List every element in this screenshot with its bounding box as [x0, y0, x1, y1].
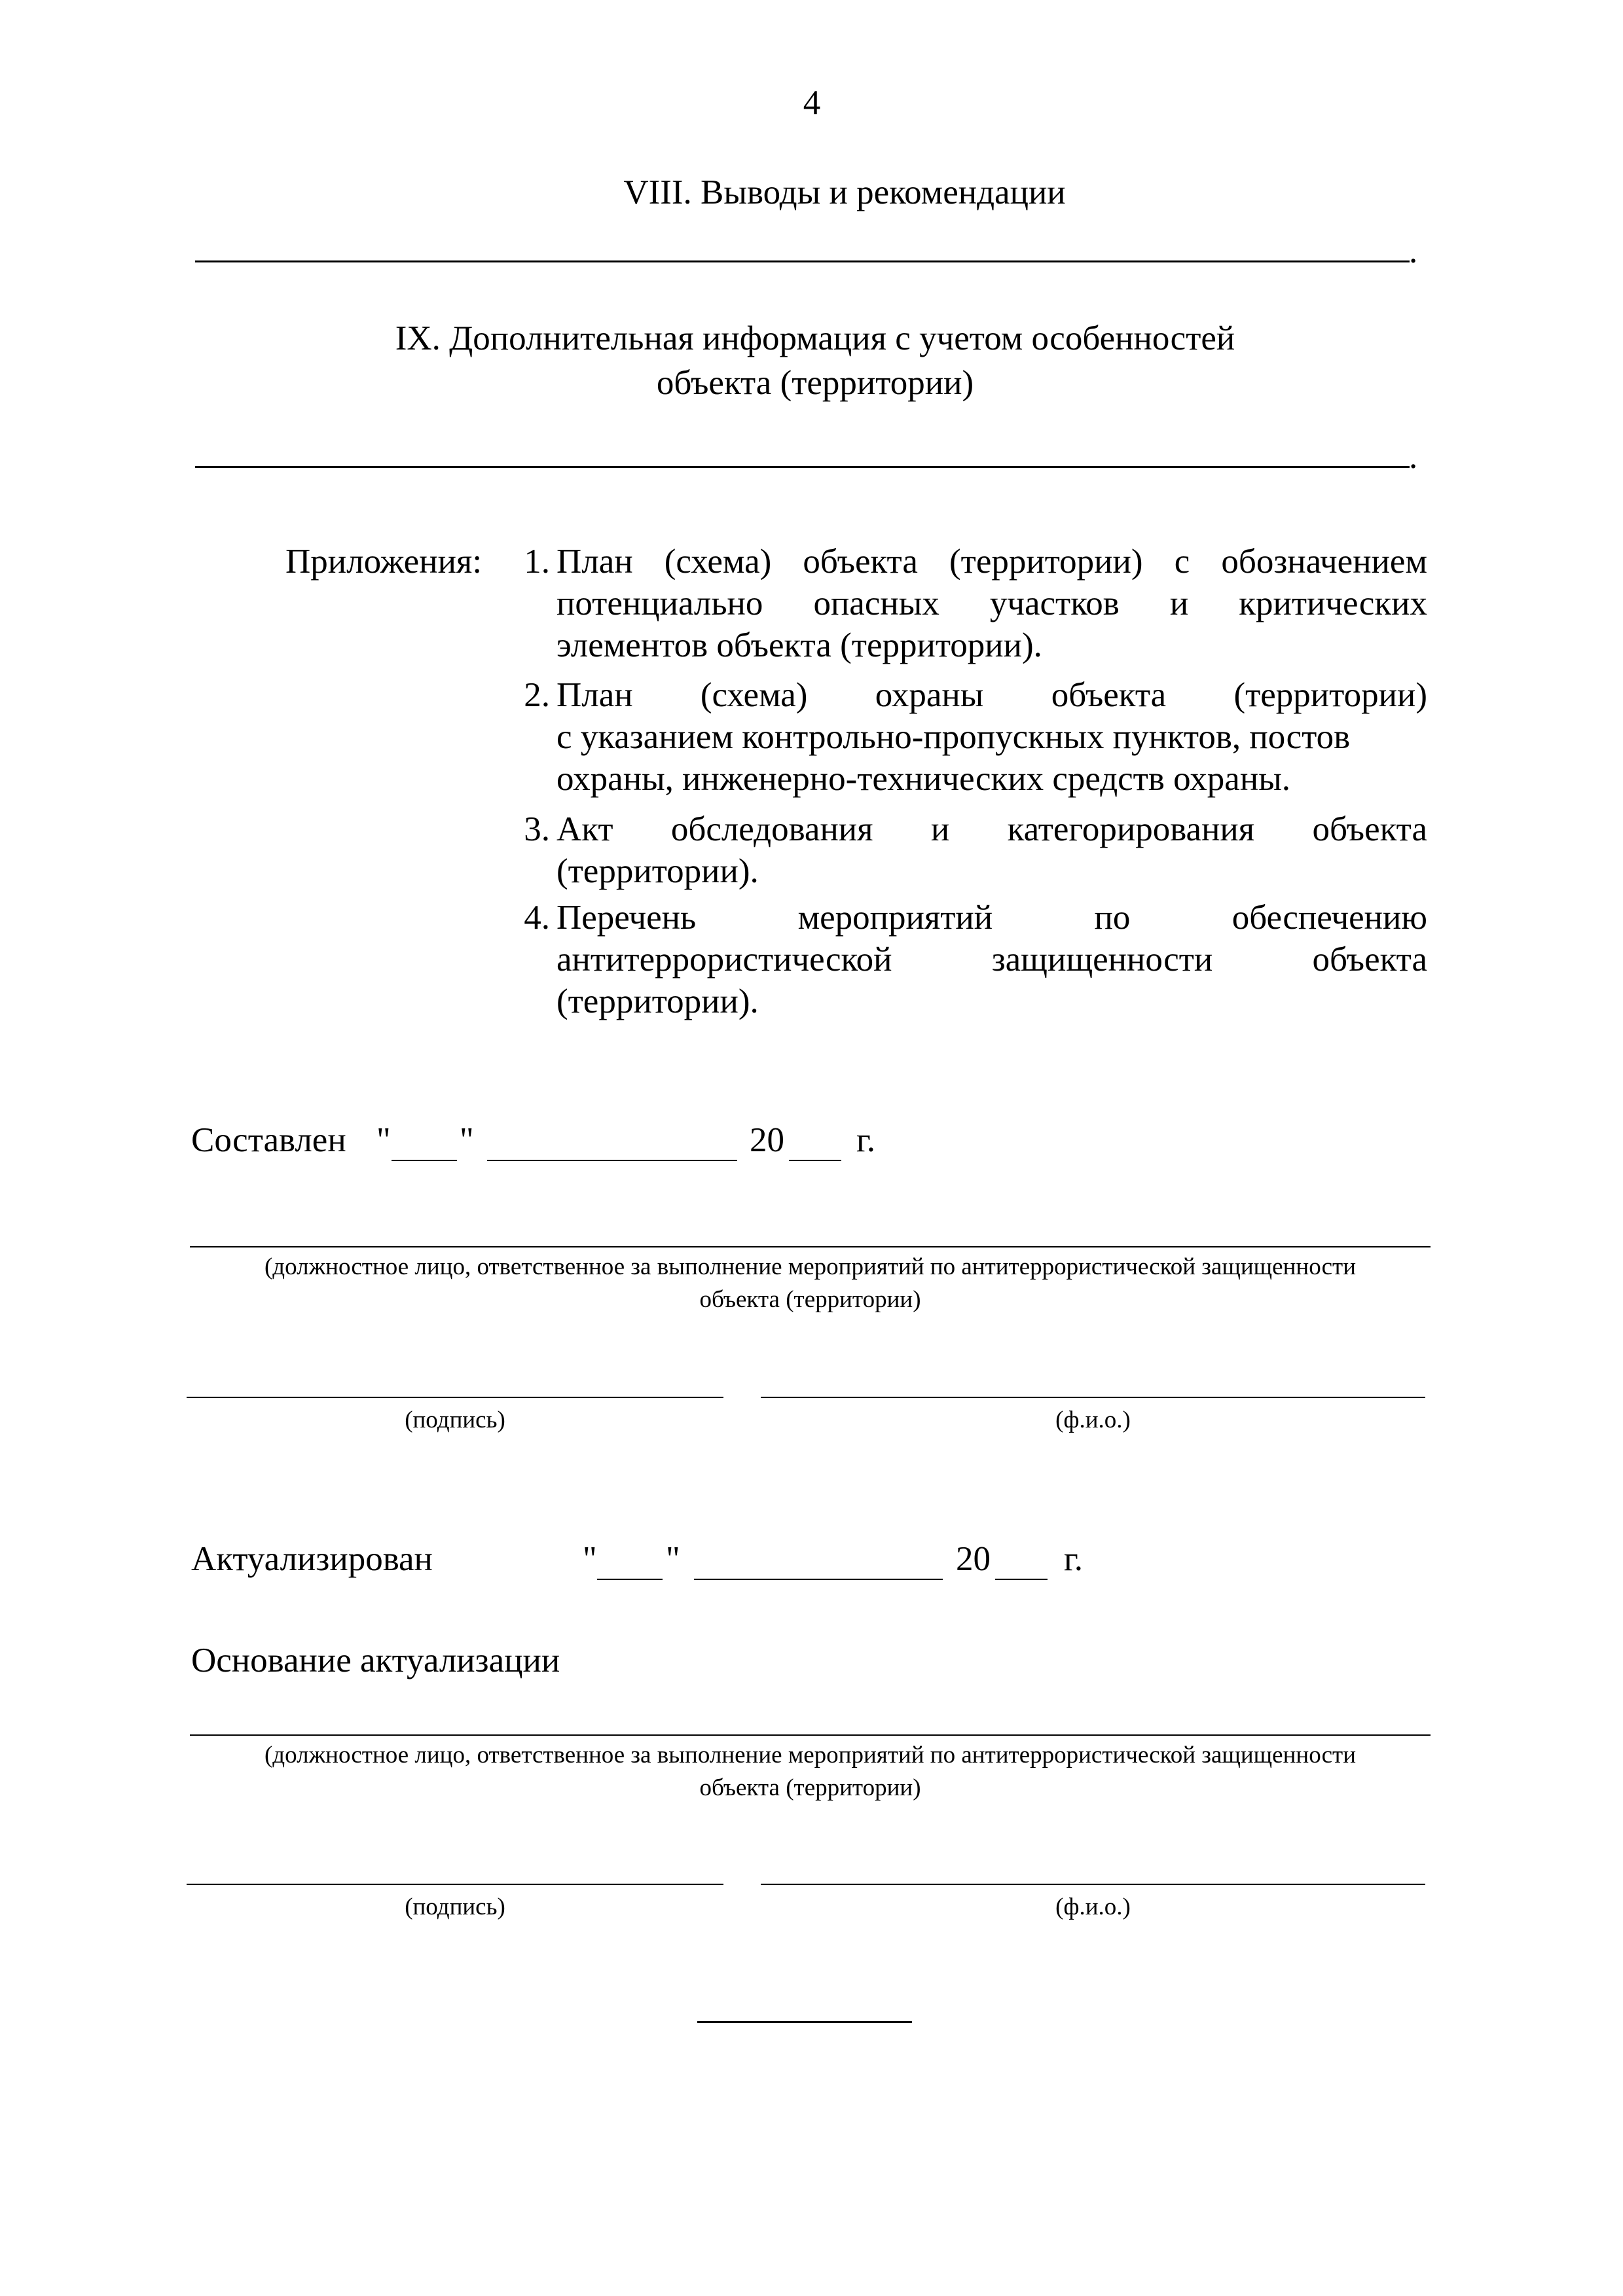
update-basis-label: Основание актуализации [191, 1641, 560, 1679]
closing-separator [697, 2021, 912, 2023]
signature-2-label: (подпись) [405, 1893, 505, 1920]
official-2-caption-line2: объекта (территории) [699, 1774, 921, 1801]
signature-1-line [187, 1397, 723, 1398]
section-9-title-line2: объекта (территории) [656, 364, 974, 402]
name-2-label: (ф.и.о.) [1055, 1893, 1131, 1920]
appendix-text [556, 541, 1427, 666]
appendix-line: План (схема) охраны объекта (территории) [556, 676, 1427, 714]
official-2-line [190, 1734, 1431, 1736]
appendix-text [556, 808, 1427, 892]
updated-label: Актуализирован [191, 1540, 433, 1578]
appendix-number: 4. [524, 899, 550, 937]
appendix-line: Перечень мероприятий по обеспечению [556, 899, 1427, 937]
updated-year-prefix: 20 [956, 1540, 991, 1578]
section-8-fill-line [195, 260, 1410, 262]
appendix-number: 3. [524, 810, 550, 848]
updated-year-blank [995, 1579, 1048, 1580]
updated-quote-close: " [666, 1540, 680, 1578]
appendix-text [556, 897, 1427, 1022]
section-8-end-mark: . [1409, 232, 1418, 270]
page-number: 4 [803, 84, 821, 122]
section-8-title: VIII. Выводы и рекомендации [623, 173, 1066, 211]
appendix-line: Акт обследования и категорирования объекта [556, 810, 1427, 848]
section-9-title-line1: IX. Дополнительная информация с учетом особенностей [395, 319, 1235, 357]
compiled-year-prefix: 20 [750, 1121, 784, 1159]
official-1-caption-line1: (должностное лицо, ответственное за выполнение мероприятий по антитеррористической защищенности [264, 1253, 1357, 1280]
compiled-month-blank [487, 1160, 737, 1161]
updated-day-blank [597, 1579, 663, 1580]
appendix-line: План (схема) объекта (территории) с обозначением [556, 543, 1427, 581]
appendix-line: элементов объекта (территории). [556, 626, 1042, 664]
section-9-end-mark: . [1409, 438, 1418, 476]
signature-1-label: (подпись) [405, 1407, 505, 1433]
official-1-line [190, 1246, 1431, 1247]
appendices-label: Приложения: [285, 543, 483, 581]
official-2-caption-line1: (должностное лицо, ответственное за выполнение мероприятий по антитеррористической защищенности [264, 1742, 1357, 1768]
compiled-quote-open: " [376, 1121, 391, 1159]
compiled-year-suffix: г. [856, 1121, 876, 1159]
section-9-fill-line [195, 466, 1410, 468]
compiled-day-blank [392, 1160, 457, 1161]
appendix-text [556, 674, 1427, 800]
compiled-label: Составлен [191, 1121, 346, 1159]
appendix-line: (территории). [556, 982, 759, 1020]
appendix-number: 1. [524, 543, 550, 581]
appendix-number: 2. [524, 676, 550, 714]
updated-month-blank [694, 1579, 943, 1580]
name-2-line [761, 1884, 1425, 1885]
updated-quote-open: " [583, 1540, 597, 1578]
official-1-caption-line2: объекта (территории) [699, 1286, 921, 1313]
signature-2-line [187, 1884, 723, 1885]
name-1-label: (ф.и.о.) [1055, 1407, 1131, 1433]
appendix-line: с указанием контрольно-пропускных пунктов, постов [556, 718, 1351, 756]
appendix-line: охраны, инженерно-технических средств охраны. [556, 760, 1291, 798]
name-1-line [761, 1397, 1425, 1398]
compiled-year-blank [789, 1160, 841, 1161]
appendix-line: потенциально опасных участков и критических [556, 584, 1427, 622]
compiled-quote-close: " [460, 1121, 474, 1159]
updated-year-suffix: г. [1064, 1540, 1084, 1578]
appendix-line: антитеррористической защищенности объекта [556, 941, 1427, 978]
appendix-line: (территории). [556, 852, 759, 890]
